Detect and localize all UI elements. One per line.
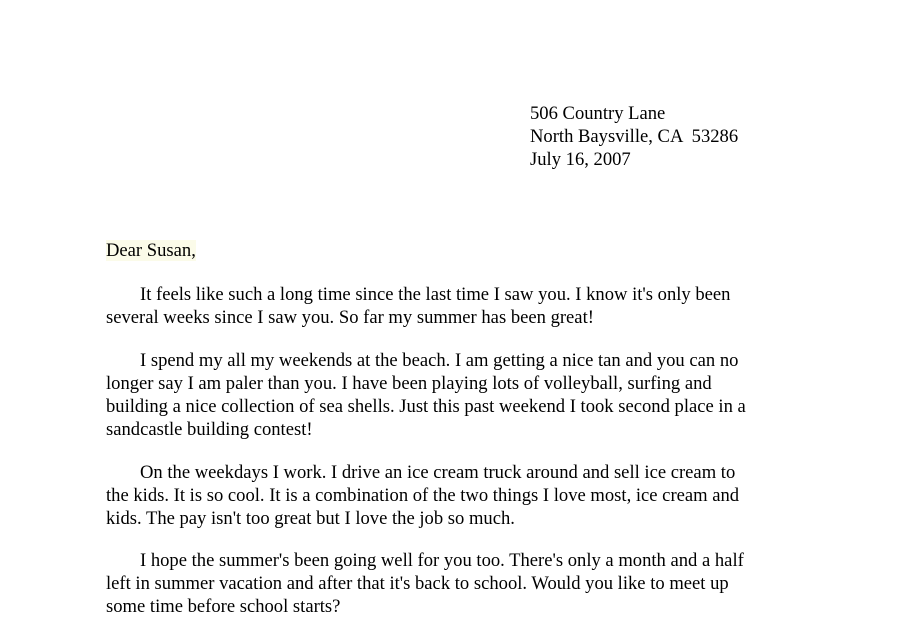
paragraph-1: [106, 283, 806, 329]
paragraph-line: kids. The pay isn't too great but I love the job so much.: [106, 508, 515, 529]
paragraph-3: [106, 461, 806, 530]
sender-street: 506 Country Lane: [530, 103, 666, 124]
paragraph-line: It feels like such a long time since the last time I saw you. I know it's only been: [140, 284, 731, 305]
paragraph-line: some time before school starts?: [106, 596, 341, 617]
paragraph-line: On the weekdays I work. I drive an ice cream truck around and sell ice cream to: [140, 462, 736, 483]
salutation: [106, 239, 196, 262]
paragraph-line: the kids. It is so cool. It is a combination of the two things I love most, ice cream and: [106, 485, 740, 506]
paragraph-line: left in summer vacation and after that it's back to school. Would you like to meet up: [106, 573, 729, 594]
paragraph-line: longer say I am paler than you. I have been playing lots of volleyball, surfing and: [106, 373, 712, 394]
sender-address-block: [530, 102, 738, 171]
paragraph-line: building a nice collection of sea shells. Just this past weekend I took second place in a: [106, 396, 746, 417]
paragraph-line: several weeks since I saw you. So far my summer has been great!: [106, 307, 594, 328]
paragraph-line: sandcastle building contest!: [106, 419, 313, 440]
letter-date: July 16, 2007: [530, 149, 631, 170]
salutation-text: Dear Susan,: [106, 240, 196, 261]
sender-city-state-zip: North Baysville, CA 53286: [530, 126, 739, 147]
paragraph-2: [106, 349, 806, 441]
paragraph-line: I hope the summer's been going well for you too. There's only a month and a half: [140, 550, 744, 571]
paragraph-4: [106, 549, 806, 618]
paragraph-line: I spend my all my weekends at the beach. I am getting a nice tan and you can no: [140, 350, 739, 371]
